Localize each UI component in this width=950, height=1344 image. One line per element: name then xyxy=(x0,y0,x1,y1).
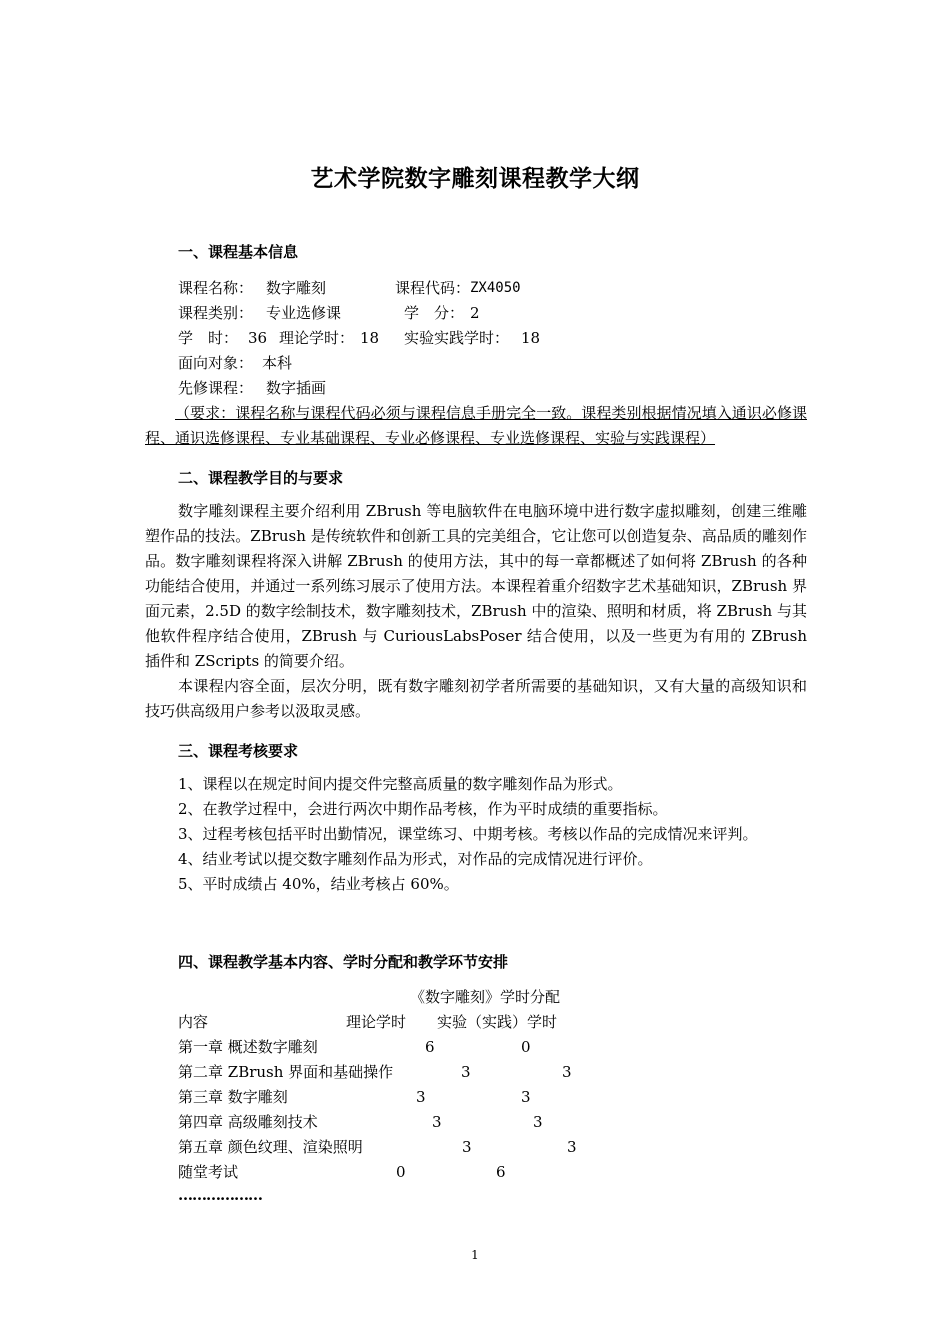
section-1-heading: 一、课程基本信息 xyxy=(178,243,299,261)
prereq-label: 先修课程： xyxy=(178,379,254,397)
theory-hours-value: 18 xyxy=(360,329,380,347)
table-row-practice: 3 xyxy=(533,1113,543,1131)
document-title: 艺术学院数字雕刻课程教学大纲 xyxy=(310,166,640,192)
course-code-label: 课程代码： xyxy=(395,279,471,297)
col-header-theory: 理论学时 xyxy=(346,1013,407,1031)
course-name-value: 数字雕刻 xyxy=(266,279,327,297)
course-credit-value: 2 xyxy=(470,304,480,322)
table-row-theory: 3 xyxy=(432,1113,442,1131)
audience-value: 本科 xyxy=(262,354,293,372)
col-header-practice: 实验（实践）学时 xyxy=(437,1013,558,1031)
table-row-practice: 6 xyxy=(496,1163,506,1181)
audience-label: 面向对象： xyxy=(178,354,254,372)
table-row-theory: 3 xyxy=(461,1063,471,1081)
assessment-item-1: 1、课程以在规定时间内提交件完整高质量的数字雕刻作品为形式。 xyxy=(178,775,623,793)
course-name-label: 课程名称： xyxy=(178,279,254,297)
course-category-value: 专业选修课 xyxy=(266,304,342,322)
table-row-theory: 0 xyxy=(396,1163,406,1181)
prereq-value: 数字插画 xyxy=(266,379,327,397)
purpose-paragraph-2: 本课程内容全面，层次分明，既有数字雕刻初学者所需要的基础知识，又有大量的高级知识和技巧供高级用户参考以汲取灵感。 xyxy=(145,677,807,720)
course-code-value: ZX4050 xyxy=(470,280,521,296)
table-row-theory: 3 xyxy=(416,1088,426,1106)
table-row-theory: 3 xyxy=(462,1138,472,1156)
course-hours-value: 36 xyxy=(248,329,268,347)
col-header-content: 内容 xyxy=(178,1013,209,1031)
table-row-practice: 3 xyxy=(521,1088,531,1106)
table-row-practice: 0 xyxy=(521,1038,531,1056)
section-2-heading: 二、课程教学目的与要求 xyxy=(178,469,344,487)
table-row-name: 随堂考试 xyxy=(178,1163,239,1181)
table-row-name: 第三章 数字雕刻 xyxy=(178,1088,288,1106)
practice-hours-label: 实验实践学时： xyxy=(404,329,510,347)
table-row-practice: 3 xyxy=(562,1063,572,1081)
assessment-item-3: 3、过程考核包括平时出勤情况，课堂练习、中期考核。考核以作品的完成情况来评判。 xyxy=(178,825,758,843)
table-row-theory: 6 xyxy=(425,1038,435,1056)
table-row-practice: 3 xyxy=(567,1138,577,1156)
table-row-name: 第一章 概述数字雕刻 xyxy=(178,1038,318,1056)
section-3-heading: 三、课程考核要求 xyxy=(178,742,299,760)
table-row-name: 第二章 ZBrush 界面和基础操作 xyxy=(178,1063,394,1081)
course-hours-label: 学 时： xyxy=(178,329,239,347)
assessment-item-5: 5、平时成绩占 40%，结业考核占 60%。 xyxy=(178,875,459,893)
table-row-name: 第五章 颜色纹理、渲染照明 xyxy=(178,1138,363,1156)
assessment-item-4: 4、结业考试以提交数字雕刻作品为形式，对作品的完成情况进行评价。 xyxy=(178,850,653,868)
practice-hours-value: 18 xyxy=(521,329,541,347)
course-credit-label: 学 分： xyxy=(404,304,465,322)
table-row-name: 第四章 高级雕刻技术 xyxy=(178,1113,318,1131)
table-ellipsis: ……………… xyxy=(178,1186,262,1204)
requirement-note: （要求：课程名称与课程代码必须与课程信息手册完全一致。课程类别根据情况填入通识必修课程、通识选修课程、专业基础课程、专业必修课程、专业选修课程、实验与实践课程） xyxy=(145,404,807,447)
assessment-item-2: 2、在教学过程中，会进行两次中期作品考核，作为平时成绩的重要指标。 xyxy=(178,800,668,818)
purpose-paragraph-1: 数字雕刻课程主要介绍利用 ZBrush 等电脑软件在电脑环境中进行数字虚拟雕刻，创建三维雕塑作品的技法。ZBrush 是传统软件和创新工具的完美组合，它让您可以创造复杂、高品质的雕刻作品。数字雕刻课程将深入讲解 ZBrush 的使用方法，其中的每一章都概述了如何将 ZBrush 的各种功能结合使用，并通过一系列练习展示了使用方法。本课程着重介绍数字艺术基础知识，ZBrush 界面元素，2.5D 的数字绘制技术，数字雕刻技术，ZBrush 中的渲染、照明和材质，将 ZBrush 与其他软件程序结合使用，ZBrush 与 CuriousLabsPoser 结合使用，以及一些更为有用的 ZBrush 插件和 ZScripts 的简要介绍。 xyxy=(145,502,807,670)
page-number: 1 xyxy=(471,1248,479,1262)
hours-table-title: 《数字雕刻》学时分配 xyxy=(410,988,561,1006)
section-4-heading: 四、课程教学基本内容、学时分配和教学环节安排 xyxy=(178,953,509,971)
theory-hours-label: 理论学时： xyxy=(279,329,355,347)
course-category-label: 课程类别： xyxy=(178,304,254,322)
